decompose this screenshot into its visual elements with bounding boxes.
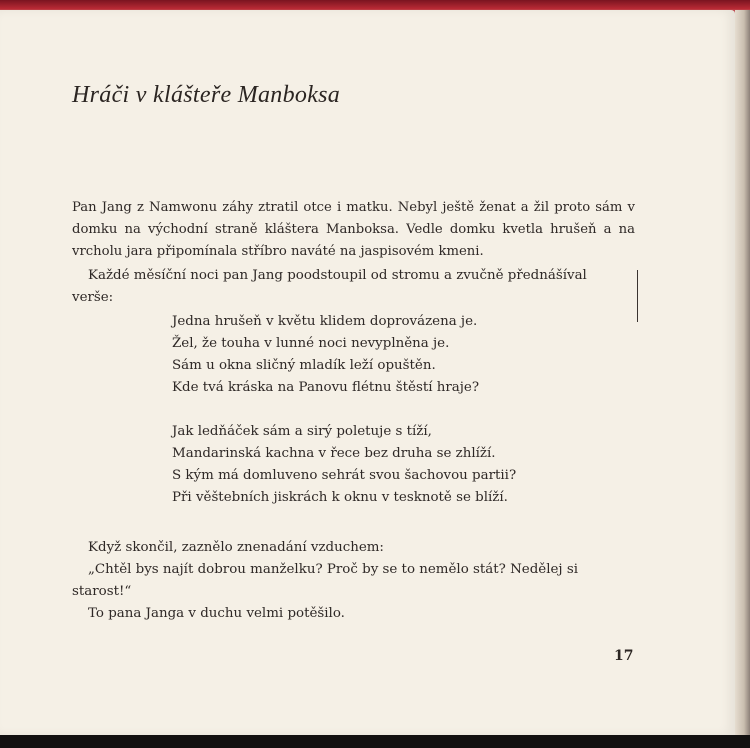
verse-1-line-2: Žel, že touha v lunné noci nevyplněna je. [172, 336, 450, 351]
verse-2-line-1: Jak ledňáček sám a sirý poletuje s tíží, [172, 424, 432, 439]
verse-1-line-3: Sám u okna sličný mladík leží opuštěn. [172, 358, 436, 373]
paragraph-2-line-1: Každé měsíční noci pan Jang poodstoupil od stromu a zvučně přednášíval [88, 268, 587, 283]
verse-1-line-4: Kde tvá kráska na Panovu flétnu štěstí hraje? [172, 380, 480, 395]
verse-2-line-3: S kým má domluveno sehrát svou šachovou partii? [172, 468, 517, 483]
book-page-edge [735, 10, 750, 735]
page-number: 17 [614, 648, 634, 664]
paragraph-4: To pana Janga v duchu velmi potěšilo. [88, 606, 345, 621]
book-bottom-edge [0, 735, 750, 748]
verse-2-line-4: Při věštebních jiskrách k oknu v tesknotě se blíží. [172, 490, 508, 505]
paragraph-2-line-2: verše: [72, 290, 114, 305]
verse-1-line-1: Jedna hrušeň v květu klidem doprovázena je. [172, 314, 478, 329]
paragraph-1: Pan Jang z Namwonu záhy ztratil otce i matku. Nebyl ještě ženat a žil proto sám v domku na východní straně kláštera Manboksa. Vedle domku kvetla hrušeň a na vrcholu jara připomínala stříbro naváté na jaspisovém kmeni. [72, 200, 635, 259]
quote-line-1: „Chtěl bys najít dobrou manželku? Proč by se to nemělo stát? Nedělej si [88, 562, 578, 577]
quote-line-2: starost!“ [72, 584, 132, 599]
paragraph-3: Když skončil, zaznělo znenadání vzduchem: [88, 540, 384, 555]
chapter-title: Hráči v klášteře Manboksa [72, 82, 341, 108]
margin-pencil-mark [637, 270, 638, 322]
verse-2-line-2: Mandarinská kachna v řece bez druha se zhlíží. [172, 446, 496, 461]
